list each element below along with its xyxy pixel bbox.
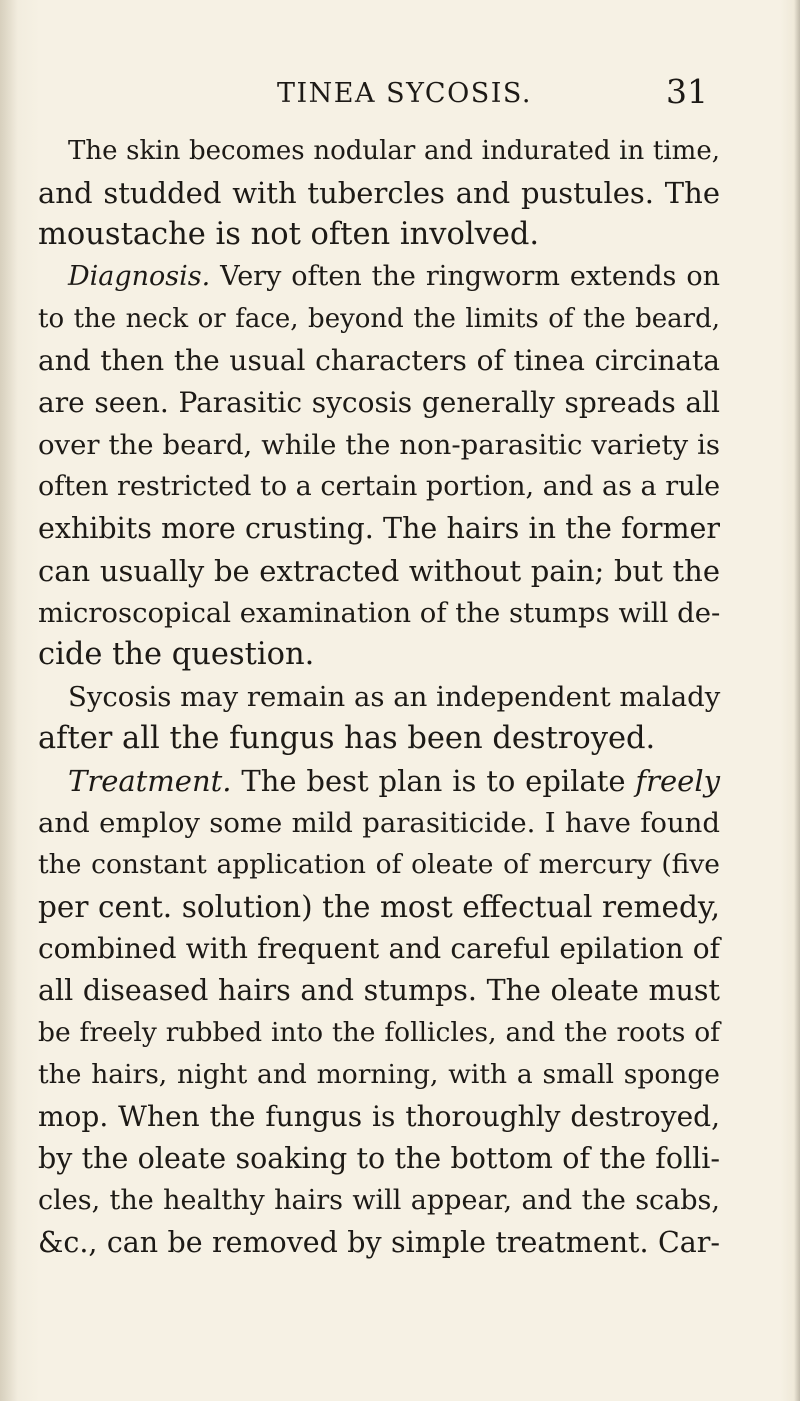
- text-line: the hairs, night and morning, with a small sponge: [38, 1059, 720, 1090]
- text-line: &c., can be removed by simple treatment. Car-: [38, 1226, 720, 1259]
- text-line: Sycosis may remain as an independent malady: [68, 681, 721, 713]
- text-line: Treatment. The best plan is to epilate freely: [68, 764, 720, 798]
- page-number: 31: [666, 72, 708, 111]
- running-title: TINEA SYCOSIS.: [277, 78, 533, 109]
- text-line: are seen. Parasitic sycosis generally spreads all: [38, 386, 720, 419]
- text-line: be freely rubbed into the follicles, and the roots of: [38, 1017, 720, 1048]
- text-line: exhibits more crusting. The hairs in the former: [38, 512, 720, 545]
- text-line: cles, the healthy hairs will appear, and the scabs,: [38, 1185, 720, 1216]
- text-line: per cent. solution) the most effectual remedy,: [38, 890, 720, 924]
- text-line: can usually be extracted without pain; but the: [38, 554, 720, 588]
- text-line: often restricted to a certain portion, and as a rule: [38, 471, 721, 502]
- text-line: Diagnosis. Very often the ringworm extends on: [68, 261, 720, 292]
- page-edge: [794, 0, 800, 1401]
- text-line: the constant application of oleate of mercury (five: [38, 849, 720, 880]
- section-heading-diagnosis: Diagnosis.: [68, 261, 211, 292]
- running-head: [0, 74, 800, 114]
- text-line: after all the fungus has been destroyed.: [38, 721, 656, 756]
- text-line: moustache is not often involved.: [38, 217, 540, 252]
- text-line: The skin becomes nodular and indurated in time,: [68, 136, 720, 166]
- section-heading-treatment: Treatment.: [68, 764, 232, 798]
- text-line: and studded with tubercles and pustules. The: [38, 176, 720, 210]
- text-line: and then the usual characters of tinea circinata: [38, 344, 720, 377]
- text-line: mop. When the fungus is thoroughly destroyed,: [38, 1100, 720, 1133]
- text-line: cide the question.: [38, 637, 315, 672]
- text-line: and employ some mild parasiticide. I have found: [38, 807, 720, 839]
- text-line: by the oleate soaking to the bottom of the folli-: [38, 1142, 720, 1175]
- text-line: combined with frequent and careful epilation of: [38, 932, 720, 965]
- gutter-shadow: [0, 0, 18, 1401]
- text-line: over the beard, while the non-parasitic variety is: [38, 429, 720, 461]
- text-line: microscopical examination of the stumps will de-: [38, 597, 721, 629]
- text-line: all diseased hairs and stumps. The oleate must: [38, 974, 720, 1007]
- text-line: to the neck or face, beyond the limits of the beard,: [38, 304, 720, 334]
